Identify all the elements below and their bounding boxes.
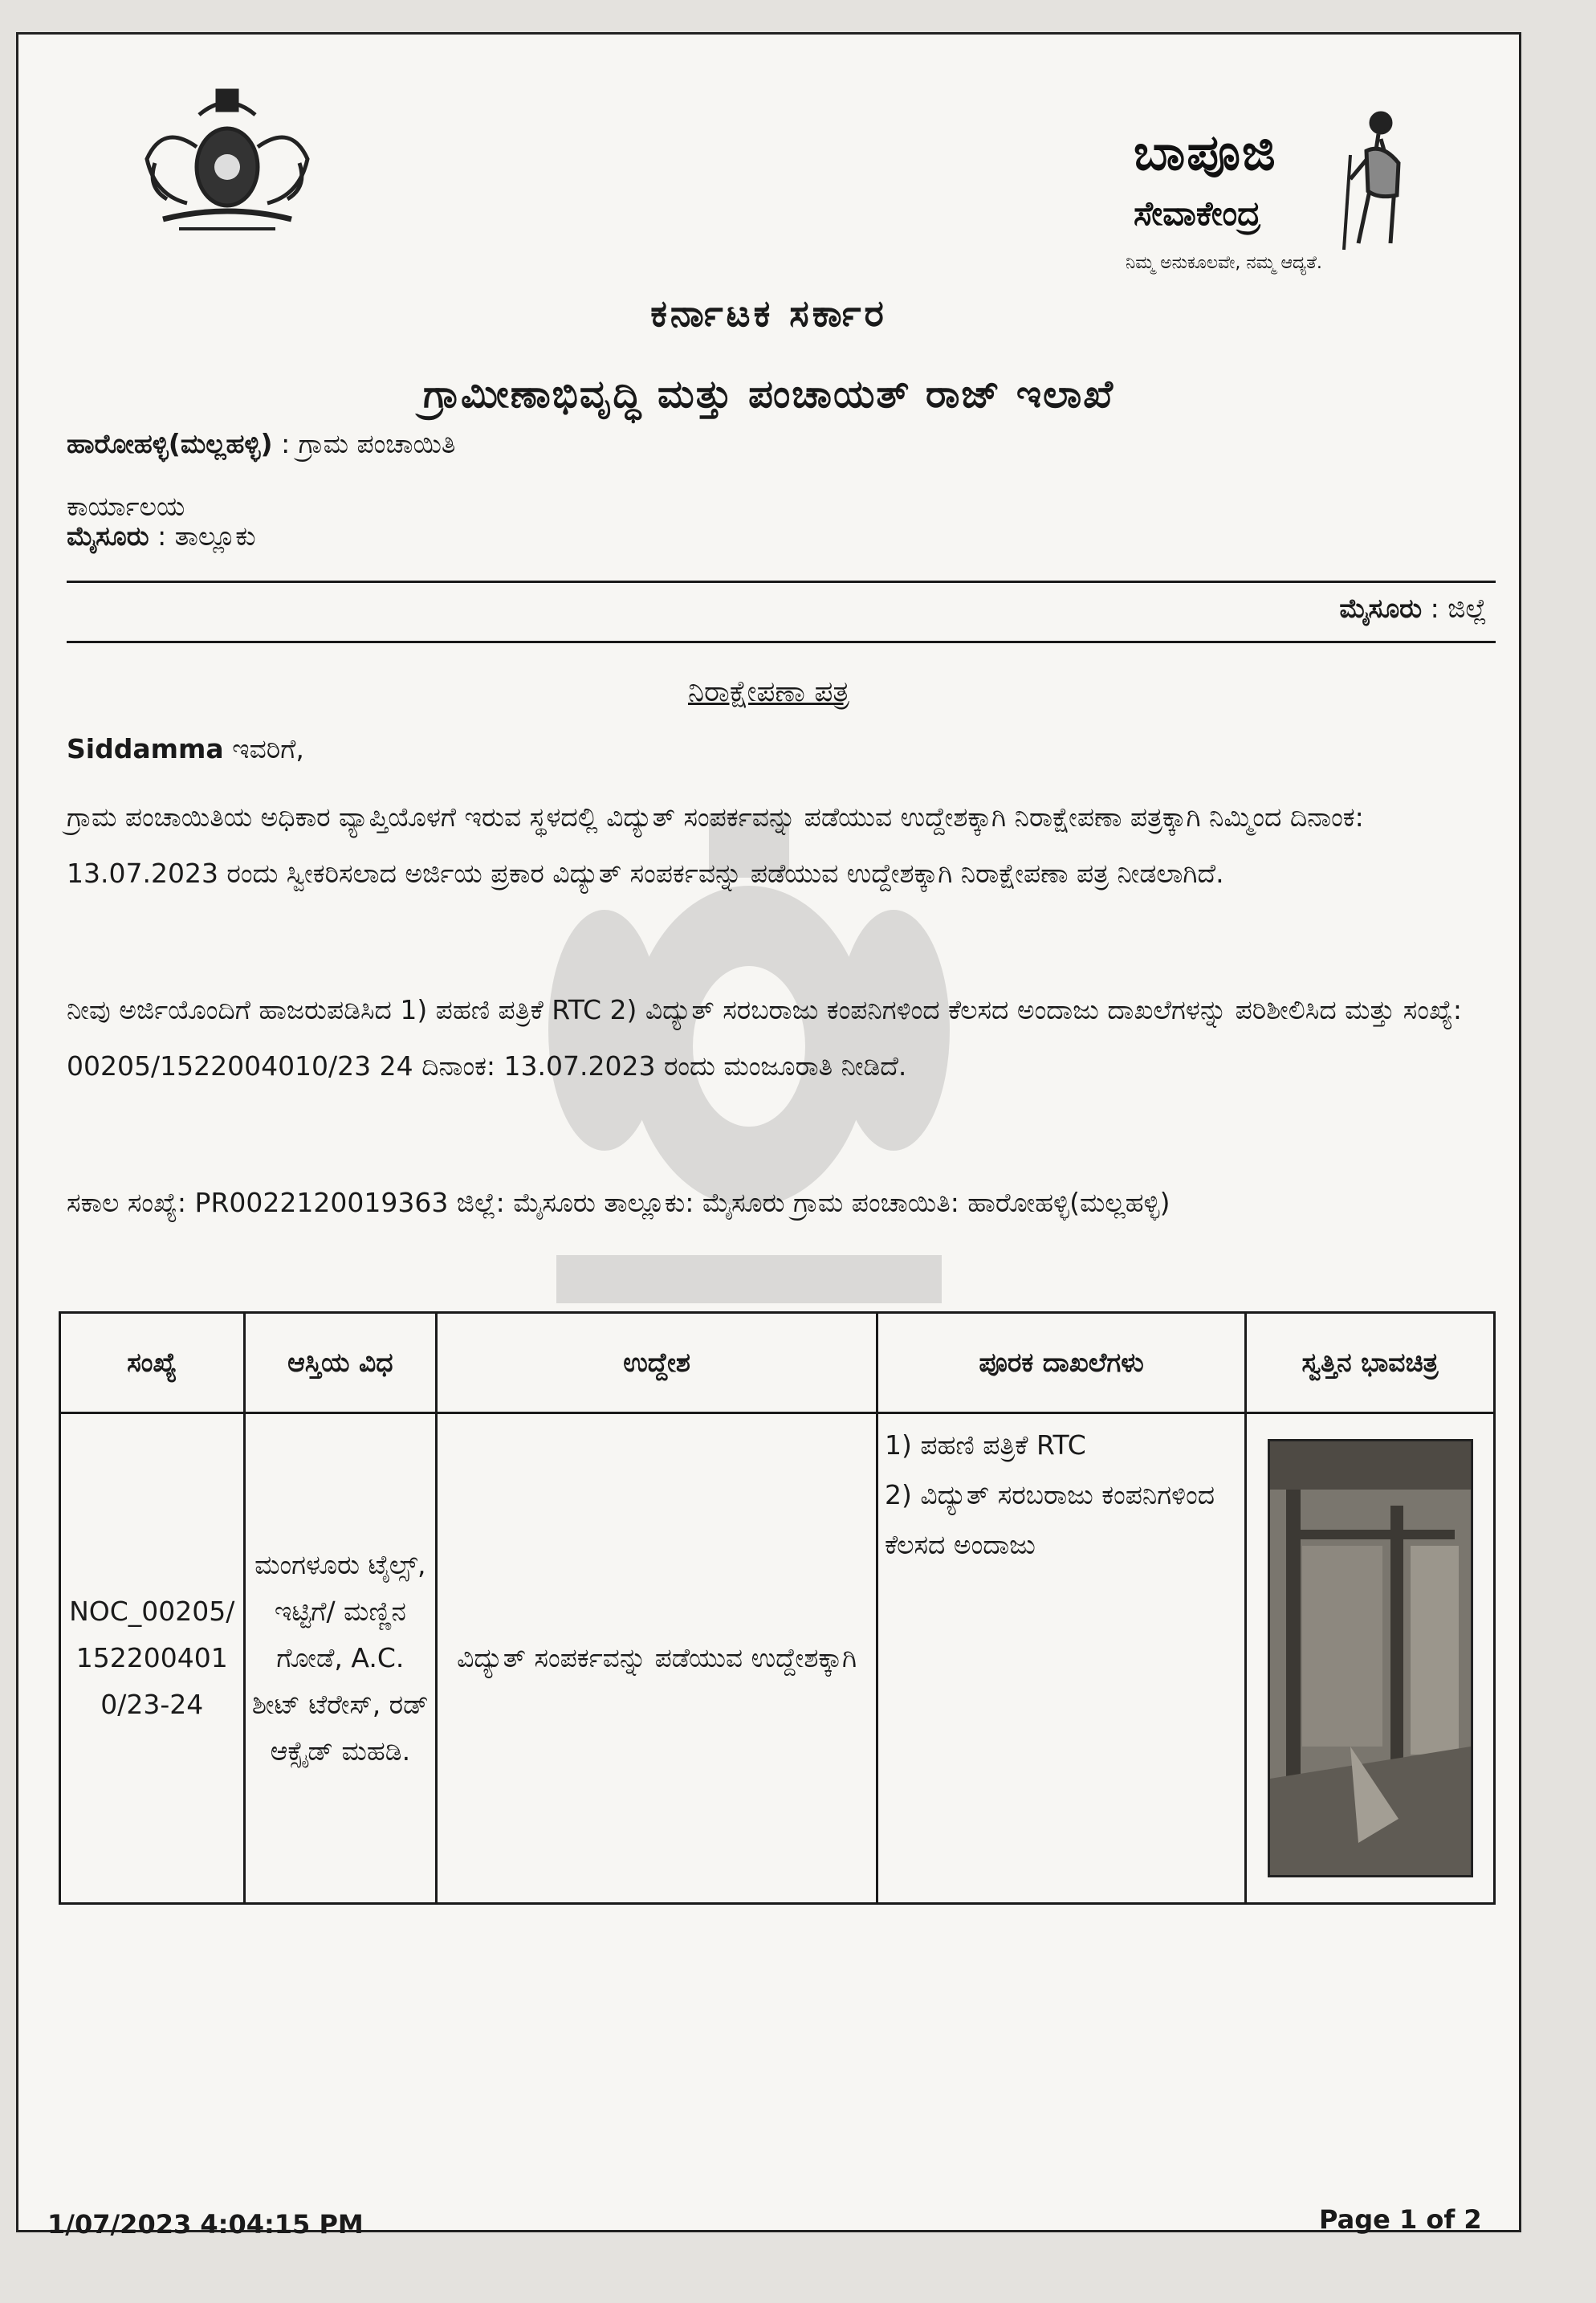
addressee-name: Siddamma	[67, 733, 224, 764]
addressee-line	[67, 733, 304, 765]
header-divider	[67, 581, 1496, 583]
panchayat-line	[67, 428, 455, 460]
paragraph-2: ನೀವು ಅರ್ಜಿಯೊಂದಿಗೆ ಹಾಜರುಪಡಿಸಿದ 1) ಪಹಣಿ ಪತ್ರಿಕೆ RTC 2) ವಿದ್ಯುತ್ ಸರಬರಾಜು ಕಂಪನಿಗಳಿಂದ ಕೆಲಸದ ಅಂದಾಜು ದಾಖಲೆಗಳನ್ನು ಪರಿಶೀಲಿಸಿದ ಮತ್ತು ಸಂಖ್ಯೆ: 00205/1522004010/23 24 ದಿನಾಂಕ: 13.07.2023 ರಂದು ಮಂಜೂರಾತಿ ನೀಡಿದೆ.	[67, 994, 1462, 1082]
property-photo-image-icon	[1270, 1441, 1471, 1875]
document-item-2: 2) ವಿದ್ಯುತ್ ಸರಬರಾಜು ಕಂಪನಿಗಳಿಂದ ಕೆಲಸದ ಅಂದಾಜು	[885, 1479, 1215, 1560]
table-header-row	[60, 1313, 1495, 1413]
document-page	[16, 32, 1521, 2240]
logo-line1: ಬಾಪೂಜಿ	[1134, 123, 1277, 181]
property-photo	[1268, 1439, 1473, 1877]
table-row	[60, 1413, 1495, 1904]
karnataka-emblem-icon	[131, 83, 324, 235]
cell-number: NOC_00205/1522004010/23-24	[60, 1413, 245, 1904]
department-title: ಗ್ರಾಮೀಣಾಭಿವೃದ್ಧಿ ಮತ್ತು ಪಂಚಾಯತ್ ರಾಜ್ ಇಲಾಖೆ	[422, 372, 1115, 417]
logo-tagline: ನಿಮ್ಮ ಅನುಕೂಲವೇ, ನಮ್ಮ ಆದ್ಯತೆ.	[1126, 253, 1322, 273]
col-header-documents: ಪೂರಕ ದಾಖಲೆಗಳು	[877, 1313, 1246, 1413]
gandhi-figure-icon	[1334, 107, 1423, 251]
footer-timestamp: 1/07/2023 4:04:15 PM	[47, 2209, 364, 2240]
district-name: ಮೈಸೂರು	[1339, 593, 1423, 624]
footer-page-number: Page 1 of 2	[1319, 2204, 1482, 2235]
bapuji-seva-kendra-logo	[1118, 107, 1423, 291]
district-line	[1339, 593, 1487, 625]
taluk-name: ಮೈಸೂರು	[67, 520, 149, 552]
sakala-line: ಸಕಾಲ ಸಂಖ್ಯೆ: PR0022120019363 ಜಿಲ್ಲೆ: ಮೈಸೂರು ತಾಲ್ಲೂಕು: ಮೈಸೂರು ಗ್ರಾಮ ಪಂಚಾಯಿತಿ: ಹಾರೋಹಳ್ಳಿ(ಮಲ್ಲಹಳ್ಳಿ)	[67, 1187, 1171, 1218]
office-label: ಕಾರ್ಯಾಲಯ	[67, 491, 185, 522]
taluk-line	[67, 520, 256, 552]
district-suffix: : ಜಿಲ್ಲೆ	[1422, 593, 1487, 624]
district-divider	[67, 641, 1496, 643]
logo-line2: ಸೇವಾಕೇಂದ್ರ	[1134, 194, 1261, 233]
noc-title-text: ನಿರಾಕ್ಷೇಪಣಾ ಪತ್ರ	[687, 675, 850, 708]
noc-details-table	[59, 1311, 1496, 1905]
col-header-number: ಸಂಖ್ಯೆ	[60, 1313, 245, 1413]
addressee-suffix: ಇವರಿಗೆ,	[223, 733, 304, 764]
paragraph-1: ಗ್ರಾಮ ಪಂಚಾಯಿತಿಯ ಅಧಿಕಾರ ವ್ಯಾಪ್ತಿಯೊಳಗೆ ಇರುವ ಸ್ಥಳದಲ್ಲಿ ವಿದ್ಯುತ್ ಸಂಪರ್ಕವನ್ನು ಪಡೆಯುವ ಉದ್ದೇಶಕ್ಕಾಗಿ ನಿರಾಕ್ಷೇಪಣಾ ಪತ್ರಕ್ಕಾಗಿ ನಿಮ್ಮಿಂದ ದಿನಾಂಕ: 13.07.2023 ರಂದು ಸ್ವೀಕರಿಸಲಾದ ಅರ್ಜಿಯ ಪ್ರಕಾರ ವಿದ್ಯುತ್ ಸಂಪರ್ಕವನ್ನು ಪಡೆಯುವ ಉದ್ದೇಶಕ್ಕಾಗಿ ನಿರಾಕ್ಷೇಪಣಾ ಪತ್ರ ನೀಡಲಾಗಿದೆ.	[67, 801, 1364, 889]
cell-purpose: ವಿದ್ಯುತ್ ಸಂಪರ್ಕವನ್ನು ಪಡೆಯುವ ಉದ್ದೇಶಕ್ಕಾಗಿ	[437, 1413, 877, 1904]
government-title: ಕರ್ನಾಟಕ ಸರ್ಕಾರ	[650, 291, 887, 335]
taluk-suffix: : ತಾಲ್ಲೂಕು	[149, 520, 256, 552]
document-item-1: 1) ಪಹಣಿ ಪತ್ರಿಕೆ RTC	[885, 1429, 1086, 1461]
panchayat-name: ಹಾರೋಹಳ್ಳಿ(ಮಲ್ಲಹಳ್ಳಿ)	[67, 428, 273, 459]
noc-title	[18, 675, 1519, 709]
cell-photo	[1246, 1413, 1495, 1904]
panchayat-suffix: : ಗ್ರಾಮ ಪಂಚಾಯಿತಿ	[272, 428, 456, 459]
cell-property-type: ಮಂಗಳೂರು ಟೈಲ್ಸ್, ಇಟ್ಟಿಗೆ/ ಮಣ್ಣಿನ ಗೋಡೆ, A.C. ಶೀಟ್ ಟೆರೇಸ್, ರಡ್ ಆಕ್ಸೈಡ್ ಮಹಡಿ.	[244, 1413, 437, 1904]
cell-documents	[877, 1413, 1246, 1904]
col-header-purpose: ಉದ್ದೇಶ	[437, 1313, 877, 1413]
col-header-property-type: ಆಸ್ತಿಯ ವಿಧ	[244, 1313, 437, 1413]
col-header-photo: ಸ್ವತ್ತಿನ ಭಾವಚಿತ್ರ	[1246, 1313, 1495, 1413]
